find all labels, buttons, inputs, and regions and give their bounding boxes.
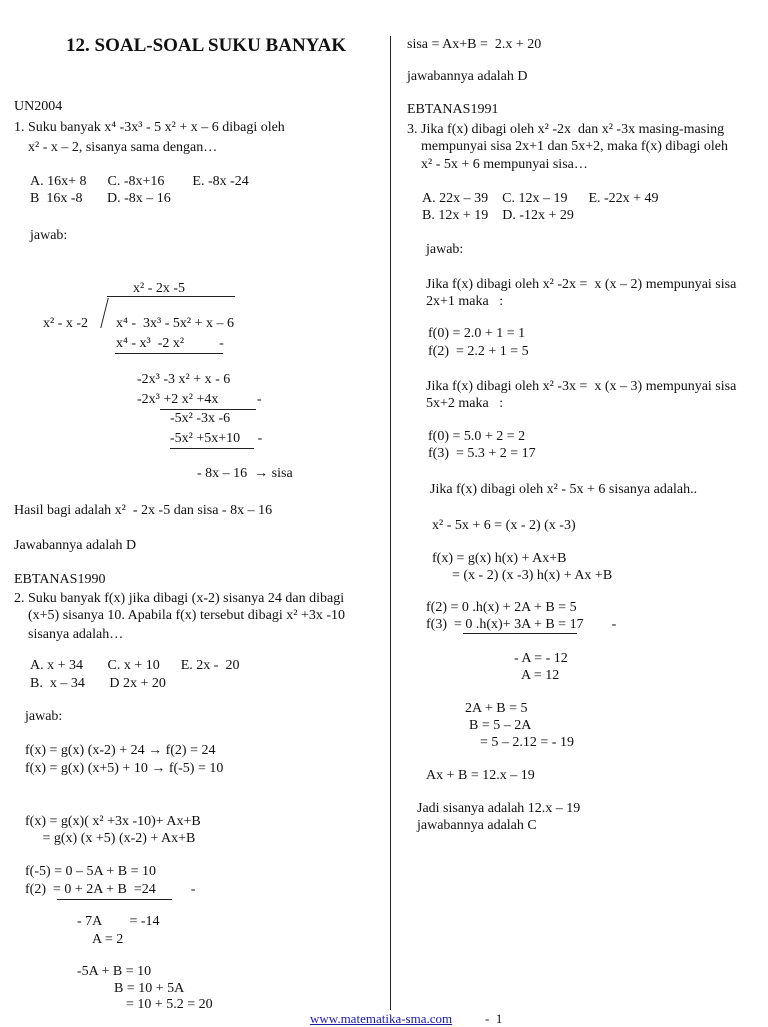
problem3-line20: Ax + B = 12.x – 19 (426, 768, 535, 783)
problem2-line11: = 10 + 5.2 = 20 (126, 997, 213, 1012)
problem3-line11: f(x) = g(x) h(x) + Ax+B (432, 551, 567, 566)
problem3-line19: = 5 – 2.12 = - 19 (480, 735, 574, 750)
problem2-rule1 (57, 899, 172, 900)
page-title: 12. SOAL-SOAL SUKU BANYAK (66, 35, 347, 56)
problem3-line10: x² - 5x + 6 = (x - 2) (x -3) (432, 518, 576, 533)
problem2-question-line1: 2. Suku banyak f(x) jika dibagi (x-2) sisanya 24 dan dibagi (14, 591, 345, 606)
problem2-line5: f(-5) = 0 – 5A + B = 10 (25, 864, 157, 879)
problem2-line8: A = 2 (92, 932, 124, 947)
long-division-row2: -2x³ -3 x² + x - 6 (137, 372, 231, 387)
problem3-line16: A = 12 (521, 668, 560, 683)
problem1-options-row1: A. 16x+ 8 C. -8x+16 E. -8x -24 (30, 174, 249, 189)
long-division-row1: x⁴ - x³ -2 x² - (116, 336, 224, 351)
problem3-line6: 5x+2 maka : (426, 396, 504, 411)
problem2-question-line2: (x+5) sisanya 10. Apabila f(x) tersebut dibagi x² +3x -10 (28, 608, 346, 623)
problem2-jawab-label: jawab: (25, 709, 63, 724)
problem1-question-line1: 1. Suku banyak x⁴ -3x³ - 5 x² + x – 6 dibagi oleh (14, 120, 285, 135)
problem2-answer: jawabannya adalah D (407, 69, 528, 84)
problem3-question-line3: x² - 5x + 6 mempunyai sisa… (421, 157, 588, 172)
problem2-line7: - 7A = -14 (77, 914, 160, 929)
problem1-options-row2: B 16x -8 D. -8x – 16 (30, 191, 171, 206)
problem3-line18: B = 5 – 2A (469, 718, 532, 733)
problem2-options-row1: A. x + 34 C. x + 10 E. 2x - 20 (30, 658, 240, 673)
problem2-source: EBTANAS1990 (14, 572, 106, 587)
problem2-question-line3: sisanya adalah… (28, 627, 124, 642)
problem2-line9: -5A + B = 10 (77, 964, 152, 979)
problem2-line6: f(2) = 0 + 2A + B =24 - (25, 882, 196, 897)
problem2-line10: B = 10 + 5A (114, 981, 185, 996)
long-division-quotient: x² - 2x -5 (133, 281, 186, 296)
problem3-options-row2: B. 12x + 19 D. -12x + 29 (422, 208, 574, 223)
problem3-line7: f(0) = 5.0 + 2 = 2 (428, 429, 526, 444)
problem1-jawab-label: jawab: (30, 228, 68, 243)
problem3-line22: jawabannya adalah C (417, 818, 537, 833)
long-division-row4: -5x² -3x -6 (170, 411, 231, 426)
problem3-options-row1: A. 22x – 39 C. 12x – 19 E. -22x + 49 (422, 191, 659, 206)
problem3-jawab-label: jawab: (426, 242, 464, 257)
problem3-line9: Jika f(x) dibagi oleh x² - 5x + 6 sisanya adalah.. (430, 482, 698, 497)
problem3-line14: f(3) = 0 .h(x)+ 3A + B = 17 - (426, 617, 617, 632)
long-division-divisor: x² - x -2 (43, 316, 89, 331)
long-division-bracket (100, 298, 108, 328)
column-divider (390, 36, 391, 1010)
long-division-row5: -5x² +5x+10 - (170, 431, 263, 446)
problem1-result: Hasil bagi adalah x² - 2x -5 dan sisa - 8x – 16 (14, 503, 273, 518)
long-division-rule1 (115, 353, 223, 354)
problem2-line3: f(x) = g(x)( x² +3x -10)+ Ax+B (25, 814, 201, 829)
long-division-top-bar (107, 296, 235, 297)
problem1-source: UN2004 (14, 99, 63, 114)
problem3-line8: f(3) = 5.3 + 2 = 17 (428, 446, 536, 461)
problem3-rule1 (463, 633, 577, 634)
problem1-question-line2: x² - x – 2, sisanya sama dengan… (28, 140, 218, 155)
problem3-line15: - A = - 12 (514, 651, 568, 666)
problem2-line2: f(x) = g(x) (x+5) + 10 → f(-5) = 10 (25, 761, 224, 776)
problem3-line3: f(0) = 2.0 + 1 = 1 (428, 326, 526, 341)
problem2-line4: = g(x) (x +5) (x-2) + Ax+B (25, 831, 196, 846)
problem3-source: EBTANAS1991 (407, 102, 499, 117)
problem3-line2: 2x+1 maka : (426, 294, 504, 309)
long-division-rule3 (170, 448, 254, 449)
problem2-line1: f(x) = g(x) (x-2) + 24 → f(2) = 24 (25, 743, 216, 758)
problem3-line13: f(2) = 0 .h(x) + 2A + B = 5 (426, 600, 577, 615)
problem1-answer: Jawabannya adalah D (14, 538, 137, 553)
long-division-dividend: x⁴ - 3x³ - 5x² + x – 6 (116, 316, 234, 331)
problem2-options-row2: B. x – 34 D 2x + 20 (30, 676, 166, 691)
problem3-line21: Jadi sisanya adalah 12.x – 19 (417, 801, 581, 816)
long-division-row3: -2x³ +2 x² +4x - (137, 392, 262, 407)
problem3-question-line1: 3. Jika f(x) dibagi oleh x² -2x dan x² -3x masing-masing (407, 122, 725, 137)
problem3-line17: 2A + B = 5 (465, 701, 528, 716)
problem3-line5: Jika f(x) dibagi oleh x² -3x = x (x – 3) mempunyai sisa (426, 379, 737, 394)
problem3-line1: Jika f(x) dibagi oleh x² -2x = x (x – 2) mempunyai sisa (426, 277, 737, 292)
problem2-remainder: sisa = Ax+B = 2.x + 20 (407, 37, 542, 52)
footer-page-number: - 1 (485, 1011, 503, 1026)
problem3-line4: f(2) = 2.2 + 1 = 5 (428, 344, 529, 359)
problem3-line12: = (x - 2) (x -3) h(x) + Ax +B (452, 568, 613, 583)
long-division-remainder: - 8x – 16 → sisa (197, 466, 293, 481)
problem3-question-line2: mempunyai sisa 2x+1 dan 5x+2, maka f(x) dibagi oleh (421, 139, 729, 154)
footer-website-link[interactable]: www.matematika-sma.com (310, 1011, 453, 1026)
